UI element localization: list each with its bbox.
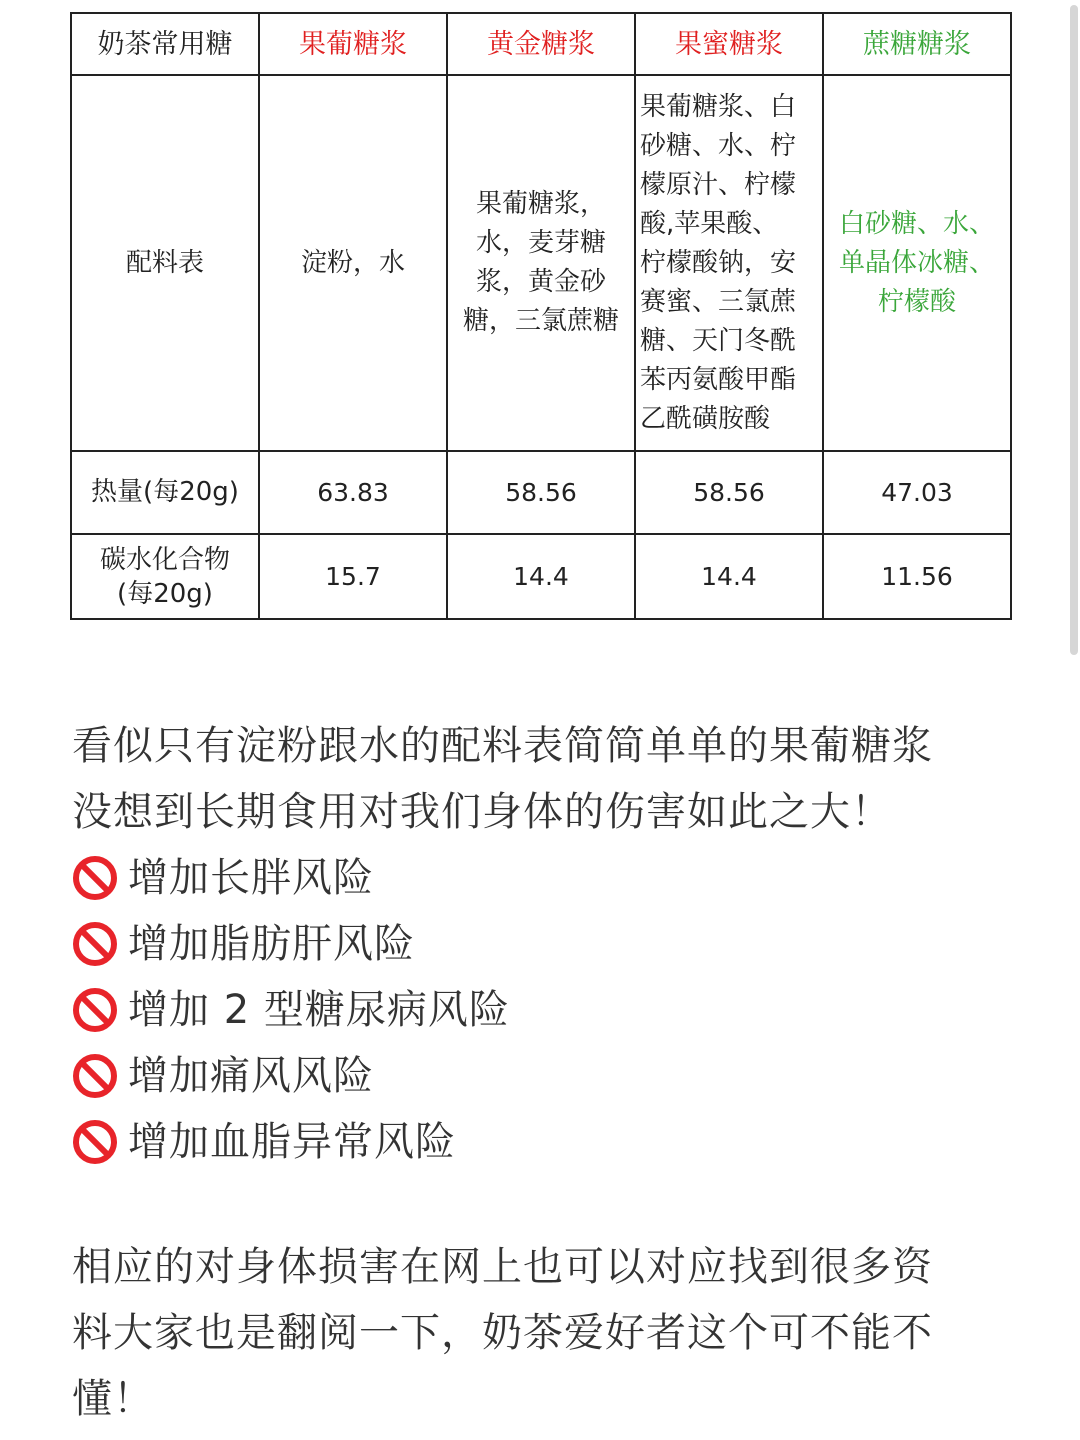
risk-item bbox=[72, 845, 1002, 911]
sugar-comparison-table-image bbox=[70, 12, 1010, 618]
risk-text: 增加痛风风险 bbox=[128, 1053, 374, 1099]
prohibited-icon bbox=[72, 987, 118, 1033]
sugar-comparison-table bbox=[70, 12, 1012, 620]
table-cell: 11.56 bbox=[823, 534, 1011, 619]
column-header-cane-sugar-syrup: 蔗糖糖浆 bbox=[823, 13, 1011, 75]
table-cell: 47.03 bbox=[823, 451, 1011, 534]
risk-text: 增加血脂异常风险 bbox=[128, 1119, 456, 1165]
row-label-ingredients: 配料表 bbox=[71, 75, 259, 451]
table-header-row bbox=[71, 13, 1011, 75]
table-row bbox=[71, 75, 1011, 451]
risk-item bbox=[72, 911, 1002, 977]
intro-line: 没想到长期食用对我们身体的伤害如此之大！ bbox=[72, 789, 892, 835]
prohibited-icon bbox=[72, 855, 118, 901]
risk-text: 增加脂肪肝风险 bbox=[128, 921, 415, 967]
risk-item bbox=[72, 1109, 1002, 1175]
table-cell: 白砂糖、水、 单晶体冰糖、 柠檬酸 bbox=[823, 75, 1011, 451]
outro-line: 懂！ bbox=[72, 1376, 154, 1422]
table-row bbox=[71, 451, 1011, 534]
risk-item bbox=[72, 977, 1002, 1043]
article-body bbox=[72, 713, 1002, 1175]
table-cell: 果葡糖浆、白 砂糖、水、柠 檬原汁、柠檬 酸,苹果酸、 柠檬酸钠，安 赛蜜、三氯蔗 糖、天门冬酰 苯丙氨酸甲酯 乙酰磺胺酸 bbox=[635, 75, 823, 451]
intro-line: 看似只有淀粉跟水的配料表简简单单的果葡糖浆 bbox=[72, 723, 933, 769]
table-cell: 58.56 bbox=[447, 451, 635, 534]
scrollbar[interactable] bbox=[1070, 5, 1078, 655]
outro-line: 相应的对身体损害在网上也可以对应找到很多资 bbox=[72, 1244, 933, 1290]
table-cell: 淀粉，水 bbox=[259, 75, 447, 451]
risk-item bbox=[72, 1043, 1002, 1109]
article-outro bbox=[72, 1234, 1002, 1432]
prohibited-icon bbox=[72, 1053, 118, 1099]
table-cell: 14.4 bbox=[635, 534, 823, 619]
outro-line: 料大家也是翻阅一下，奶茶爱好者这个可不能不 bbox=[72, 1310, 933, 1356]
row-label-calories: 热量(每20g) bbox=[71, 451, 259, 534]
table-cell: 63.83 bbox=[259, 451, 447, 534]
prohibited-icon bbox=[72, 921, 118, 967]
prohibited-icon bbox=[72, 1119, 118, 1165]
table-cell: 58.56 bbox=[635, 451, 823, 534]
row-label-carbohydrates: 碳水化合物 (每20g) bbox=[71, 534, 259, 619]
table-cell: 15.7 bbox=[259, 534, 447, 619]
table-cell: 果葡糖浆， 水，麦芽糖 浆，黄金砂 糖，三氯蔗糖 bbox=[447, 75, 635, 451]
column-header-fruit-honey-syrup: 果蜜糖浆 bbox=[635, 13, 823, 75]
risk-text: 增加长胖风险 bbox=[128, 855, 374, 901]
risk-text: 增加 2 型糖尿病风险 bbox=[128, 987, 510, 1033]
column-header-golden-syrup: 黄金糖浆 bbox=[447, 13, 635, 75]
table-corner-header: 奶茶常用糖 bbox=[71, 13, 259, 75]
table-cell: 14.4 bbox=[447, 534, 635, 619]
table-row bbox=[71, 534, 1011, 619]
column-header-fructose-syrup: 果葡糖浆 bbox=[259, 13, 447, 75]
